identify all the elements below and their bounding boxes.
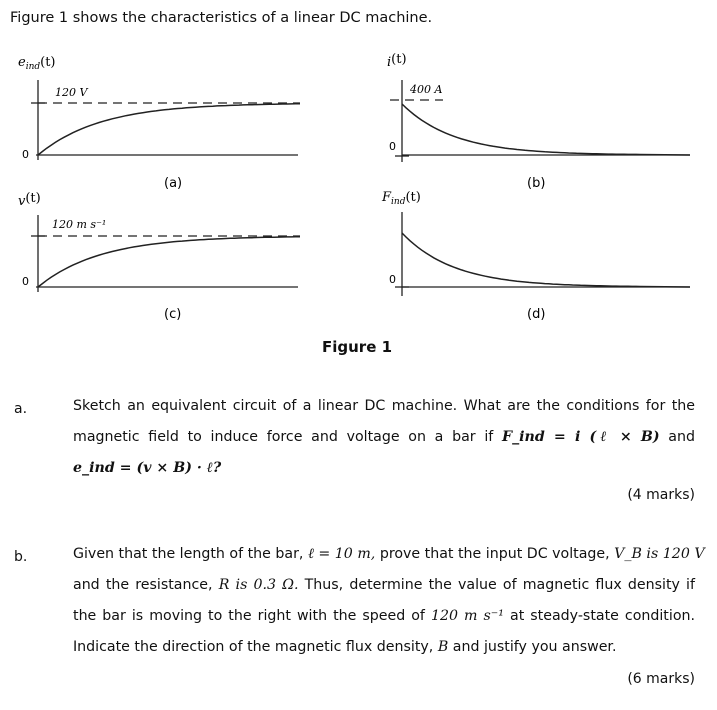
question-b-label: b.	[14, 549, 28, 565]
question-b-line-3-text-2: at steady-state condition.	[510, 608, 695, 624]
panel-b-level-label: 400 A	[410, 83, 443, 96]
question-b-line-4-text-2: and justify you answer.	[452, 639, 617, 655]
panel-c-origin-label: 0	[22, 275, 29, 288]
question-a-label: a.	[14, 401, 28, 417]
question-b-voltage: V_B is 120 V	[614, 546, 705, 562]
question-b-line-3	[73, 608, 695, 624]
panel-c	[18, 191, 300, 322]
question-b-length: ℓ = 10 m,	[307, 546, 376, 562]
panel-c-curve	[38, 237, 300, 287]
panel-b-ylabel: i(t)	[387, 52, 407, 70]
panel-a-ylabel: $e_{ind}(t)$	[18, 55, 56, 72]
question-b-line-2	[73, 577, 695, 593]
panel-a-origin-label: 0	[22, 148, 29, 161]
question-b-line-4-text: Indicate the direction of the magnetic flux density,	[73, 639, 434, 655]
intro-text: Figure 1 shows the characteristics of a linear DC machine.	[10, 10, 433, 26]
panel-a-curve	[38, 104, 300, 155]
question-a-line-2-end: and	[668, 429, 695, 445]
question-b-line-1-text-2: prove that the input DC voltage,	[379, 546, 610, 562]
panel-c-ylabel: v(t)	[18, 191, 41, 209]
question-a-force-formula: F_ind = i (ℓ × B)	[502, 429, 660, 445]
panel-d-origin-label: 0	[389, 273, 396, 286]
question-b-line-3-text: the bar is moving to the right with the speed of	[73, 608, 425, 624]
figure-1	[0, 40, 717, 340]
question-a-line-2	[73, 429, 695, 446]
question-a-marks: (4 marks)	[627, 487, 695, 503]
question-b-line-4	[73, 639, 616, 655]
panel-b-curve	[402, 104, 690, 155]
question-b-marks: (6 marks)	[627, 671, 695, 687]
panel-a-level-label: 120 V	[55, 86, 88, 99]
figure-caption: Figure 1	[322, 338, 393, 356]
question-b-line-1-text: Given that the length of the bar,	[73, 546, 304, 562]
panel-c-level-label: 120 m s⁻¹	[52, 218, 107, 231]
panel-d-ylabel: $F_{ind}(t)$	[382, 190, 421, 207]
question-b-line-2-text: and the resistance,	[73, 577, 213, 593]
panel-d-tag: (d)	[527, 307, 546, 322]
question-a-emf-formula: e_ind = (v × B) · ℓ?	[73, 460, 222, 476]
panel-d	[381, 190, 690, 322]
panel-a	[18, 55, 300, 191]
panel-d-curve	[402, 233, 690, 287]
question-a-line-3	[73, 460, 221, 477]
panel-c-tag: (c)	[164, 307, 182, 322]
question-b-flux-symbol: B	[437, 639, 449, 655]
question-a-line-1: Sketch an equivalent circuit of a linear DC machine. What are the conditions for the	[73, 398, 695, 414]
panel-b-tag: (b)	[527, 176, 546, 191]
panel-a-tag: (a)	[164, 176, 183, 191]
question-b-line-2-text-2: Thus, determine the value of magnetic flux density if	[304, 577, 695, 593]
panel-b-origin-label: 0	[389, 140, 396, 153]
panel-b	[387, 52, 690, 191]
question-b-resistance: R is 0.3 Ω.	[218, 577, 299, 593]
question-a-line-2-text: magnetic field to induce force and voltage on a bar if	[73, 429, 494, 445]
question-b-line-1	[73, 546, 705, 563]
question-b-speed: 120 m s⁻¹	[430, 608, 504, 624]
